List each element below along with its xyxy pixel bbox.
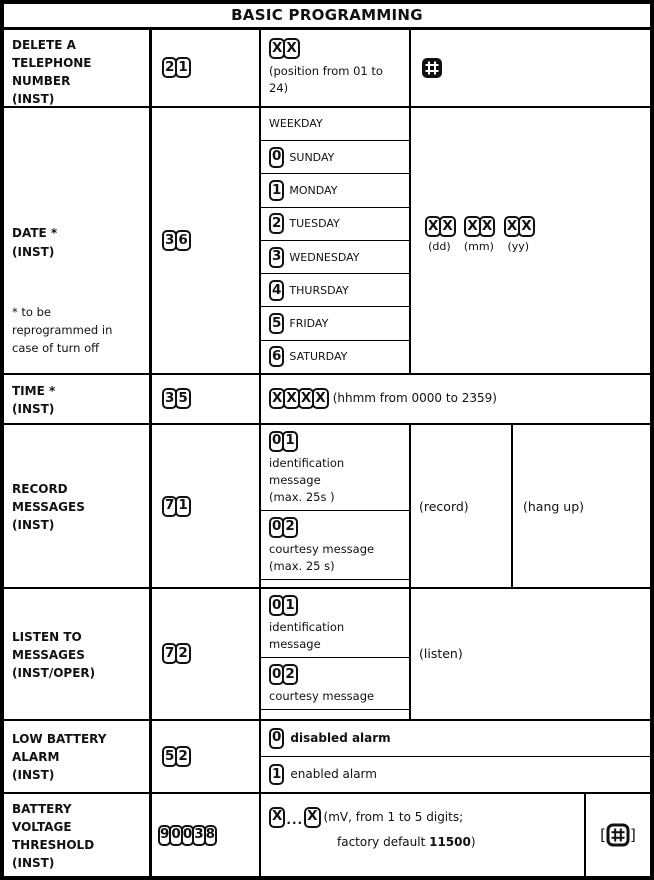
label-line: (INST/OPER): [12, 665, 96, 680]
weekday-row-monday: [261, 174, 409, 207]
mm-label: (mm): [463, 239, 494, 253]
label-line: (INST): [12, 518, 55, 533]
row-battery-voltage-threshold: [4, 794, 650, 876]
option-keys-02: [269, 664, 296, 685]
weekday-row-sunday: [261, 141, 409, 174]
label-line: NUMBER: [12, 73, 71, 88]
keycap-x: X: [304, 807, 320, 828]
listen-code-cell: [152, 589, 261, 718]
threshold-entry-line: [269, 804, 584, 830]
keycap-x: X: [425, 216, 441, 237]
alarm-option-enabled: [261, 757, 650, 792]
weekday-name: SUNDAY: [289, 150, 335, 164]
battery-threshold-code-cell: [152, 794, 261, 876]
keycap-x: X: [298, 388, 314, 409]
weekday-row-thursday: [261, 274, 409, 307]
keycap-6: 6: [175, 230, 190, 251]
label-line: MESSAGES: [12, 500, 85, 515]
keycap-2: 2: [282, 517, 297, 538]
keycap-x: X: [269, 388, 285, 409]
weekday-name: WEDNESDAY: [289, 250, 360, 264]
bracket-open: [: [600, 826, 606, 844]
weekday-name: THURSDAY: [289, 283, 349, 297]
date-group-dd: [425, 216, 454, 253]
date-code-cell: [152, 108, 261, 373]
keycap-1: 1: [269, 764, 284, 785]
row-date: [4, 108, 650, 375]
keycap-2: 2: [175, 746, 190, 767]
delete-label: [4, 30, 152, 106]
time-note: (hhmm from 0000 to 2359): [332, 391, 497, 406]
row-delete-telephone-number: [4, 30, 650, 108]
keycap-x: X: [312, 388, 328, 409]
option-text: disabled alarm: [290, 731, 391, 746]
keycap-x: X: [269, 807, 285, 828]
threshold-note-line1: (mV, from 1 to 5 digits;: [323, 809, 464, 824]
mm-keys: [464, 216, 493, 237]
record-options-subtable: [261, 425, 411, 588]
row-low-battery-alarm: [4, 721, 650, 794]
keycap-x: X: [518, 216, 534, 237]
record-code-cell: [152, 425, 261, 588]
hangup-action-cell: [513, 425, 650, 588]
hash-key-icon: [606, 823, 630, 847]
listen-options-subtable: [261, 589, 411, 718]
option-text: identification: [269, 455, 345, 470]
date-entry-cell: [411, 108, 650, 373]
date-label: [12, 224, 57, 262]
option-keys-02: [269, 517, 296, 538]
weekday-name: TUESDAY: [289, 217, 340, 231]
keycap-2: 2: [269, 213, 284, 234]
code-keys-21: [162, 57, 189, 78]
listen-option-01: [261, 589, 409, 658]
code-keys-35: [162, 388, 189, 409]
delete-confirm-cell: [411, 30, 650, 106]
alarm-option-disabled: [261, 721, 650, 757]
subtable-filler: [261, 710, 409, 718]
record-option-01: [261, 425, 409, 511]
label-line: MESSAGES: [12, 647, 85, 662]
record-option-02: [261, 511, 409, 580]
label-line: BATTERY: [12, 802, 72, 816]
battery-threshold-entry-cell: [261, 794, 586, 876]
label-line: (INST): [12, 91, 55, 106]
code-keys-36: [162, 230, 189, 251]
keycap-3: 3: [162, 388, 177, 409]
table-title: [4, 4, 650, 30]
weekday-row-saturday: [261, 341, 409, 373]
note-suffix: ): [470, 835, 476, 849]
time-code-cell: [152, 375, 261, 423]
keycap-2: 2: [282, 664, 297, 685]
keycap-3: 3: [269, 247, 284, 268]
time-entry-cell: [261, 375, 650, 423]
listen-action: (listen): [419, 646, 463, 662]
weekday-name: FRIDAY: [289, 317, 329, 331]
time-label: [4, 375, 152, 423]
note-prefix: factory default: [337, 835, 430, 849]
weekday-name: SATURDAY: [289, 350, 348, 364]
keycap-x: X: [283, 38, 299, 59]
yy-label: (yy): [507, 239, 530, 253]
keycap-x: X: [439, 216, 455, 237]
option-text: courtesy message: [269, 689, 375, 704]
row-record-messages: [4, 425, 650, 590]
listen-action-cell: [411, 589, 650, 718]
keycap-5: 5: [269, 313, 284, 334]
battery-alarm-code-cell: [152, 721, 261, 792]
keycap-0: 0: [169, 825, 182, 846]
keycap-2: 2: [175, 643, 190, 664]
code-keys-71: [162, 496, 189, 517]
date-group-mm: [464, 216, 494, 253]
keycap-x: X: [283, 388, 299, 409]
subtable-filler: [261, 580, 409, 588]
label-line: THRESHOLD: [12, 838, 95, 852]
keycap-x: X: [464, 216, 480, 237]
record-action-cell: [411, 425, 513, 588]
keycap-0: 0: [269, 517, 284, 538]
keycap-0: 0: [269, 147, 284, 168]
delete-entry-cell: [261, 30, 411, 106]
date-group-yy: [504, 216, 533, 253]
keycap-0: 0: [269, 595, 284, 616]
option-text: (max. 25 s): [269, 558, 335, 573]
keycap-7: 7: [162, 496, 177, 517]
label-line: VOLTAGE: [12, 820, 72, 834]
listen-label: [4, 589, 152, 718]
label-line: (INST): [12, 768, 55, 783]
weekday-row-wednesday: [261, 241, 409, 274]
threshold-note-line2: [337, 832, 584, 852]
listen-option-02: [261, 658, 409, 710]
keycap-x: X: [479, 216, 495, 237]
threshold-confirm-cell: [586, 794, 650, 876]
label-line: LISTEN TO: [12, 629, 82, 644]
hangup-action: (hang up): [523, 498, 585, 514]
ellipsis: ...: [286, 813, 304, 827]
label-line: (INST): [12, 244, 55, 259]
keycap-1: 1: [282, 431, 297, 452]
weekday-row-friday: [261, 307, 409, 340]
keycap-7: 7: [162, 643, 177, 664]
option-text: enabled alarm: [290, 767, 377, 782]
battery-threshold-label: [4, 794, 152, 876]
row-time: [4, 375, 650, 425]
record-label: [4, 425, 152, 588]
label-line: TELEPHONE: [12, 55, 92, 70]
dd-label: (dd): [428, 239, 451, 253]
weekday-row-tuesday: [261, 208, 409, 241]
row-listen-messages: [4, 589, 650, 720]
dd-keys: [425, 216, 454, 237]
keycap-1: 1: [282, 595, 297, 616]
keycap-x: X: [504, 216, 520, 237]
option-text: message: [269, 472, 321, 487]
label-line: (INST): [12, 401, 55, 416]
code-keys-90038: [158, 825, 215, 846]
battery-alarm-label: [4, 721, 152, 792]
code-keys-52: [162, 746, 189, 767]
keycap-3: 3: [162, 230, 177, 251]
keycap-6: 6: [269, 346, 284, 367]
date-footnote: * to be reprogrammed in case of turn off: [12, 304, 113, 355]
bracket-close: ]: [630, 826, 636, 844]
code-keys-72: [162, 643, 189, 664]
delete-code-cell: [152, 30, 261, 106]
date-label-cell: [4, 108, 152, 373]
time-keys-xxxx: [269, 388, 327, 409]
keycap-3: 3: [192, 825, 205, 846]
keycap-0: 0: [269, 431, 284, 452]
keycap-5: 5: [175, 388, 190, 409]
keycap-5: 5: [162, 746, 177, 767]
label-line: TIME *: [12, 383, 56, 398]
weekday-subtable: [261, 108, 411, 373]
keycap-0: 0: [269, 728, 284, 749]
weekday-header: WEEKDAY: [269, 117, 323, 131]
option-keys-01: [269, 595, 296, 616]
keycap-1: 1: [269, 180, 284, 201]
label-line: LOW BATTERY: [12, 732, 107, 747]
yy-keys: [504, 216, 533, 237]
default-value: 11500: [429, 835, 471, 849]
hash-key-icon: [421, 57, 443, 79]
option-keys-01: [269, 431, 296, 452]
keycap-1: 1: [175, 57, 190, 78]
label-line: DELETE A: [12, 37, 76, 52]
keycap-9: 9: [158, 825, 171, 846]
entry-keys-xx: [269, 38, 409, 59]
label-line: DATE *: [12, 225, 58, 240]
alarm-options-subtable: [261, 721, 650, 792]
option-text: (max. 25s ): [269, 489, 335, 504]
position-note: (position from 01 to 24): [269, 64, 383, 96]
option-text: courtesy message: [269, 541, 375, 556]
keycap-0: 0: [181, 825, 194, 846]
keycap-4: 4: [269, 280, 284, 301]
keycap-8: 8: [204, 825, 217, 846]
keycap-1: 1: [175, 496, 190, 517]
option-text: identification: [269, 620, 345, 635]
label-line: (INST): [12, 856, 55, 870]
record-action: (record): [419, 498, 469, 514]
weekday-header-row: [261, 108, 409, 141]
keycap-2: 2: [162, 57, 177, 78]
weekday-name: MONDAY: [289, 184, 338, 197]
label-line: ALARM: [12, 750, 60, 765]
label-line: RECORD: [12, 482, 68, 497]
keycap-x: X: [269, 38, 285, 59]
option-text: message: [269, 637, 321, 652]
keycap-0: 0: [269, 664, 284, 685]
table-title-text: BASIC PROGRAMMING: [231, 6, 423, 25]
